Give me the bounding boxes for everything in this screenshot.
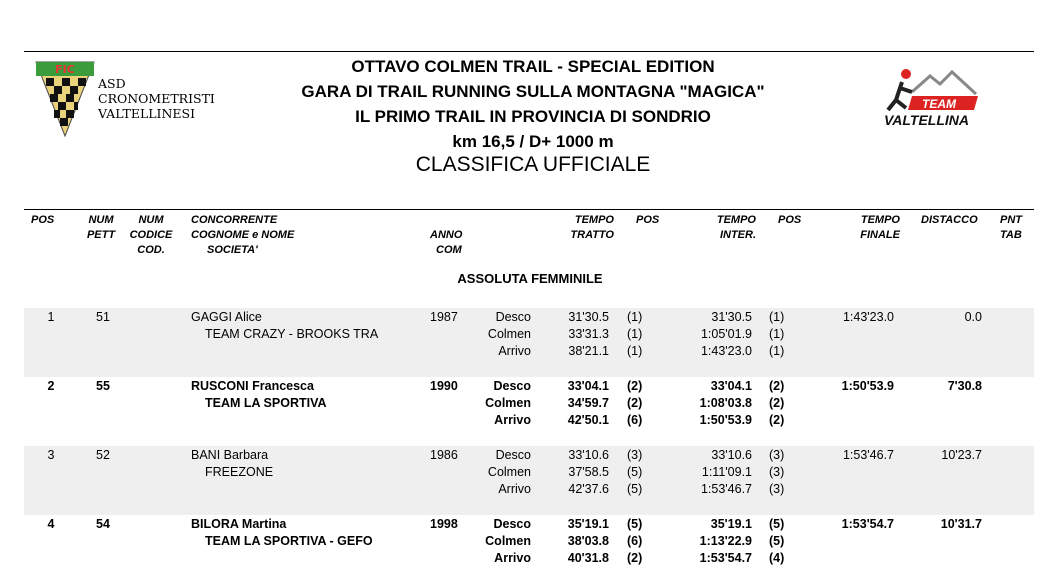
entry-distacco: 7'30.8	[947, 379, 982, 393]
col-num-codice: NUM CODICE COD.	[129, 214, 173, 256]
entry-pett: 52	[96, 448, 110, 462]
entry-team: TEAM LA SPORTIVA - GEFO	[205, 534, 373, 548]
split-point: Arrivo	[498, 482, 531, 496]
split-point: Arrivo	[494, 413, 531, 427]
entry-name: RUSCONI Francesca	[191, 379, 314, 393]
entry-pos: 4	[47, 517, 55, 531]
split-pos-tratto: (1)	[627, 344, 643, 358]
org-logo-line-3: VALTELLINESI	[98, 106, 196, 121]
entry-year: 1998	[430, 517, 458, 531]
title-line-2: GARA DI TRAIL RUNNING SULLA MONTAGNA "MAGICA"	[301, 82, 765, 101]
split-inter: 1:08'03.8	[699, 396, 752, 410]
entry-distacco: 0.0	[964, 310, 982, 324]
entry-name: GAGGI Alice	[191, 310, 262, 324]
entry-year: 1990	[430, 379, 458, 393]
split-point: Arrivo	[498, 344, 531, 358]
split-pos-tratto: (5)	[627, 465, 643, 479]
split-pos-inter: (5)	[769, 517, 785, 531]
split-tratto: 34'59.7	[567, 396, 609, 410]
col-pnt-tab: PNT TAB	[1000, 214, 1022, 241]
split-point: Desco	[493, 517, 531, 531]
top-rule	[24, 51, 1034, 52]
split-tratto: 37'58.5	[568, 465, 609, 479]
entry-pett: 51	[96, 310, 110, 324]
col-pos: POS	[31, 214, 55, 226]
entry-finale: 1:53'54.7	[841, 517, 894, 531]
split-pos-tratto: (5)	[627, 517, 643, 531]
entry-name: BILORA Martina	[191, 517, 287, 531]
split-inter: 33'10.6	[711, 448, 752, 462]
entry-distacco: 10'31.7	[940, 517, 982, 531]
col-distacco: DISTACCO	[921, 214, 978, 226]
split-pos-inter: (2)	[769, 379, 785, 393]
split-tratto: 40'31.8	[567, 551, 609, 565]
split-tratto: 35'19.1	[567, 517, 609, 531]
entry-year: 1987	[430, 310, 458, 324]
split-inter: 1:13'22.9	[699, 534, 752, 548]
split-pos-tratto: (2)	[627, 551, 643, 565]
split-pos-tratto: (2)	[627, 396, 643, 410]
split-pos-tratto: (6)	[627, 413, 643, 427]
col-tempo-inter: TEMPO INTER.	[716, 214, 756, 241]
split-pos-tratto: (2)	[627, 379, 643, 393]
split-inter: 1:05'01.9	[700, 327, 752, 341]
split-tratto: 33'04.1	[567, 379, 609, 393]
split-inter: 1:53'46.7	[700, 482, 752, 496]
split-pos-inter: (1)	[769, 327, 785, 341]
split-pos-inter: (1)	[769, 344, 785, 358]
title-line-4: km 16,5 / D+ 1000 m	[452, 132, 614, 151]
split-pos-tratto: (5)	[627, 482, 643, 496]
checkered-shield-icon	[34, 58, 96, 138]
entry-finale: 1:43'23.0	[842, 310, 894, 324]
split-pos-tratto: (1)	[627, 310, 643, 324]
entry-year: 1986	[430, 448, 458, 462]
split-point: Desco	[493, 379, 531, 393]
split-inter: 35'19.1	[710, 517, 752, 531]
col-pos-tratto: POS	[636, 214, 660, 226]
split-pos-inter: (3)	[769, 448, 785, 462]
org-logo-line-1: ASD	[98, 76, 126, 91]
entry-finale: 1:50'53.9	[841, 379, 894, 393]
entry-pett: 55	[96, 379, 110, 393]
svg-text:FIC: FIC	[55, 63, 75, 76]
split-pos-inter: (3)	[769, 482, 785, 496]
split-point: Colmen	[487, 465, 531, 479]
split-point: Desco	[495, 310, 531, 324]
org-logo-line-2: CRONOMETRISTI	[98, 91, 215, 106]
header-rule	[24, 209, 1034, 210]
split-pos-inter: (3)	[769, 465, 785, 479]
split-tratto: 42'37.6	[568, 482, 609, 496]
split-pos-tratto: (1)	[627, 327, 643, 341]
team-logo-line-1: TEAM	[922, 97, 956, 111]
entry-pos: 1	[47, 310, 55, 324]
split-point: Colmen	[485, 534, 531, 548]
split-tratto: 31'30.5	[568, 310, 609, 324]
entry-name: BANI Barbara	[191, 448, 269, 462]
split-pos-inter: (5)	[769, 534, 785, 548]
split-inter: 1:43'23.0	[700, 344, 752, 358]
col-num-pett: NUM PETT	[86, 214, 116, 241]
split-tratto: 38'03.8	[567, 534, 609, 548]
col-concorrente: CONCORRENTE COGNOME e NOME SOCIETA'	[191, 214, 295, 256]
team-logo-line-2: VALTELLINA	[884, 112, 970, 128]
col-tempo-tratto: TEMPO TRATTO	[570, 214, 614, 241]
org-logo	[34, 58, 234, 138]
split-tratto: 33'10.6	[568, 448, 609, 462]
title-line-1: OTTAVO COLMEN TRAIL - SPECIAL EDITION	[351, 57, 715, 76]
split-pos-tratto: (6)	[627, 534, 643, 548]
split-point: Desco	[495, 448, 531, 462]
split-pos-inter: (2)	[769, 413, 785, 427]
split-pos-inter: (4)	[769, 551, 785, 565]
col-pos-inter: POS	[778, 214, 802, 226]
split-point: Colmen	[487, 327, 531, 341]
split-point: Colmen	[485, 396, 531, 410]
entry-pos: 2	[47, 379, 55, 393]
split-inter: 31'30.5	[711, 310, 752, 324]
split-point: Arrivo	[494, 551, 531, 565]
split-pos-inter: (1)	[769, 310, 785, 324]
split-inter: 1:53'54.7	[699, 551, 752, 565]
col-anno: ANNO COM	[430, 229, 463, 256]
section-title: ASSOLUTA FEMMINILE	[457, 271, 603, 286]
title-line-3: IL PRIMO TRAIL IN PROVINCIA DI SONDRIO	[355, 107, 711, 126]
entry-team: FREEZONE	[205, 465, 274, 479]
split-tratto: 33'31.3	[568, 327, 609, 341]
split-tratto: 42'50.1	[567, 413, 609, 427]
entry-pett: 54	[96, 517, 110, 531]
split-inter: 33'04.1	[710, 379, 752, 393]
page-subtitle: CLASSIFICA UFFICIALE	[415, 153, 651, 176]
team-logo	[882, 64, 986, 134]
split-tratto: 38'21.1	[568, 344, 609, 358]
entry-pos: 3	[47, 448, 55, 462]
entry-distacco: 10'23.7	[941, 448, 982, 462]
split-inter: 1:11'09.1	[701, 465, 752, 479]
split-pos-inter: (2)	[769, 396, 785, 410]
entry-finale: 1:53'46.7	[842, 448, 894, 462]
col-tempo-finale: TEMPO FINALE	[860, 214, 900, 241]
entry-team: TEAM LA SPORTIVA	[205, 396, 327, 410]
split-pos-tratto: (3)	[627, 448, 643, 462]
split-inter: 1:50'53.9	[699, 413, 752, 427]
entry-team: TEAM CRAZY - BROOKS TRA	[205, 327, 379, 341]
